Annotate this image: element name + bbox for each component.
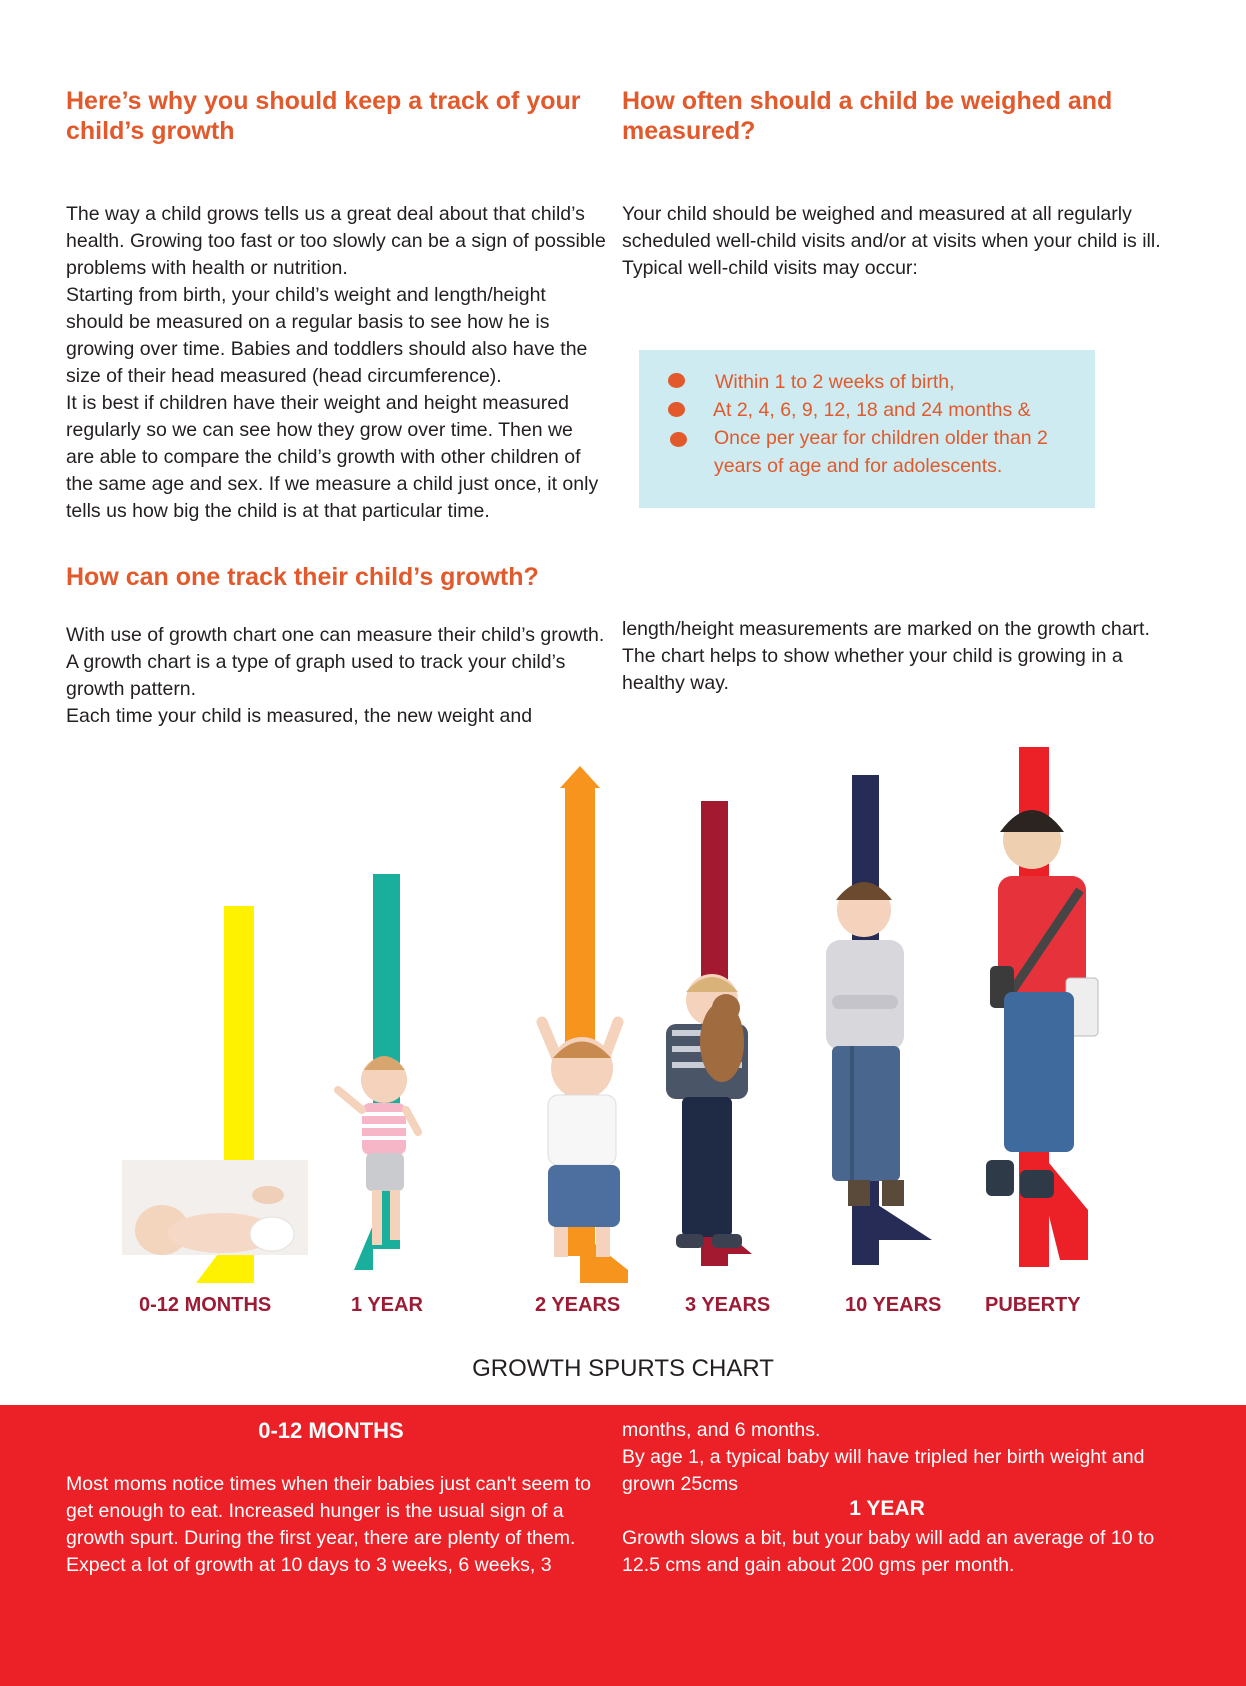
section-heading-how-track: How can one track their child’s growth? xyxy=(66,563,539,591)
growth-spurts-illustration xyxy=(0,740,1246,1290)
bullet-dot-icon xyxy=(668,402,685,417)
boy-with-teddy-photo xyxy=(666,974,748,1248)
bullet-dot-icon xyxy=(668,373,685,388)
how-often-paragraph: Your child should be weighed and measured at all regularly scheduled well-child visits and/or at visits when your child is ill. xyxy=(622,203,1161,252)
how-track-body-right xyxy=(622,616,1162,697)
growth-details-band xyxy=(0,1405,1246,1686)
growth-chart-title: GROWTH SPURTS CHART xyxy=(472,1355,774,1382)
why-track-paragraph: It is best if children have their weight and height measured regularly so we can see how they grow over time. Then we are able to compare the child’s growth with other children of the same age and sex. If we measure a child just once, it only tells us how big the child is at that particular time. xyxy=(66,392,599,522)
age-label: 10 YEARS xyxy=(845,1294,942,1316)
age-label: 1 YEAR xyxy=(351,1294,423,1316)
how-track-paragraph: length/height measurements are marked on the growth chart. The chart helps to show whether your child is growing in a healthy way. xyxy=(622,618,1150,694)
section-heading-why-track: Here’s why you should keep a track of your child’s growth xyxy=(66,87,581,145)
boy-bow-tie-photo xyxy=(826,882,904,1206)
age-label: 2 YEARS xyxy=(535,1294,621,1316)
year-text: Growth slows a bit, but your baby will add an average of 10 to 12.5 cms and gain about 200 gms per month. xyxy=(622,1527,1155,1576)
toddler-arms-up-photo xyxy=(542,1022,620,1257)
months-text-continued: months, and 6 months. xyxy=(622,1419,821,1441)
how-track-paragraph: With use of growth chart one can measure their child’s growth. A growth chart is a type of graph used to track your child’s growth pattern. xyxy=(66,624,605,700)
bullet-dot-icon xyxy=(670,432,687,447)
how-often-body xyxy=(622,201,1162,282)
age-label: 3 YEARS xyxy=(685,1294,771,1316)
section-heading-how-often: How often should a child be weighed and measured? xyxy=(622,87,1113,145)
visit-schedule-item: At 2, 4, 6, 9, 12, 18 and 24 months & xyxy=(713,399,1031,421)
visit-schedule-item: Within 1 to 2 weeks of birth, xyxy=(715,371,955,393)
why-track-body xyxy=(66,201,606,525)
how-track-body-left xyxy=(66,622,606,730)
visit-schedule-box xyxy=(639,350,1095,508)
visit-schedule-list xyxy=(713,368,1073,480)
how-often-paragraph: Typical well-child visits may occur: xyxy=(622,257,918,279)
why-track-paragraph: Starting from birth, your child’s weight and length/height should be measured on a regular basis to see how he is growing over time. Babies and toddlers should also have the size of their head measured (head circumference). xyxy=(66,284,588,387)
how-track-paragraph: Each time your child is measured, the new weight and xyxy=(66,705,533,727)
age-label: 0-12 MONTHS xyxy=(139,1294,272,1316)
months-heading: 0-12 MONTHS xyxy=(258,1418,404,1443)
months-text-summary: By age 1, a typical baby will have tripled her birth weight and grown 25cms xyxy=(622,1446,1145,1495)
toddler-walking-photo xyxy=(338,1056,418,1245)
months-text: Most moms notice times when their babies just can't seem to get enough to eat. Increased hunger is the usual sign of a growth spurt. During the first year, there are plenty of them. Expect a lot of growth at 10 days to 3 weeks, 6 weeks, 3 xyxy=(66,1473,592,1576)
age-label: PUBERTY xyxy=(985,1294,1081,1316)
year-heading: 1 YEAR xyxy=(849,1497,925,1520)
visit-schedule-item: Once per year for children older than 2 years of age and for adolescents. xyxy=(714,427,1048,477)
why-track-paragraph: The way a child grows tells us a great deal about that child’s health. Growing too fast or too slowly can be a sign of possible problems with health or nutrition. xyxy=(66,203,606,279)
lying-baby-photo xyxy=(122,1160,308,1255)
